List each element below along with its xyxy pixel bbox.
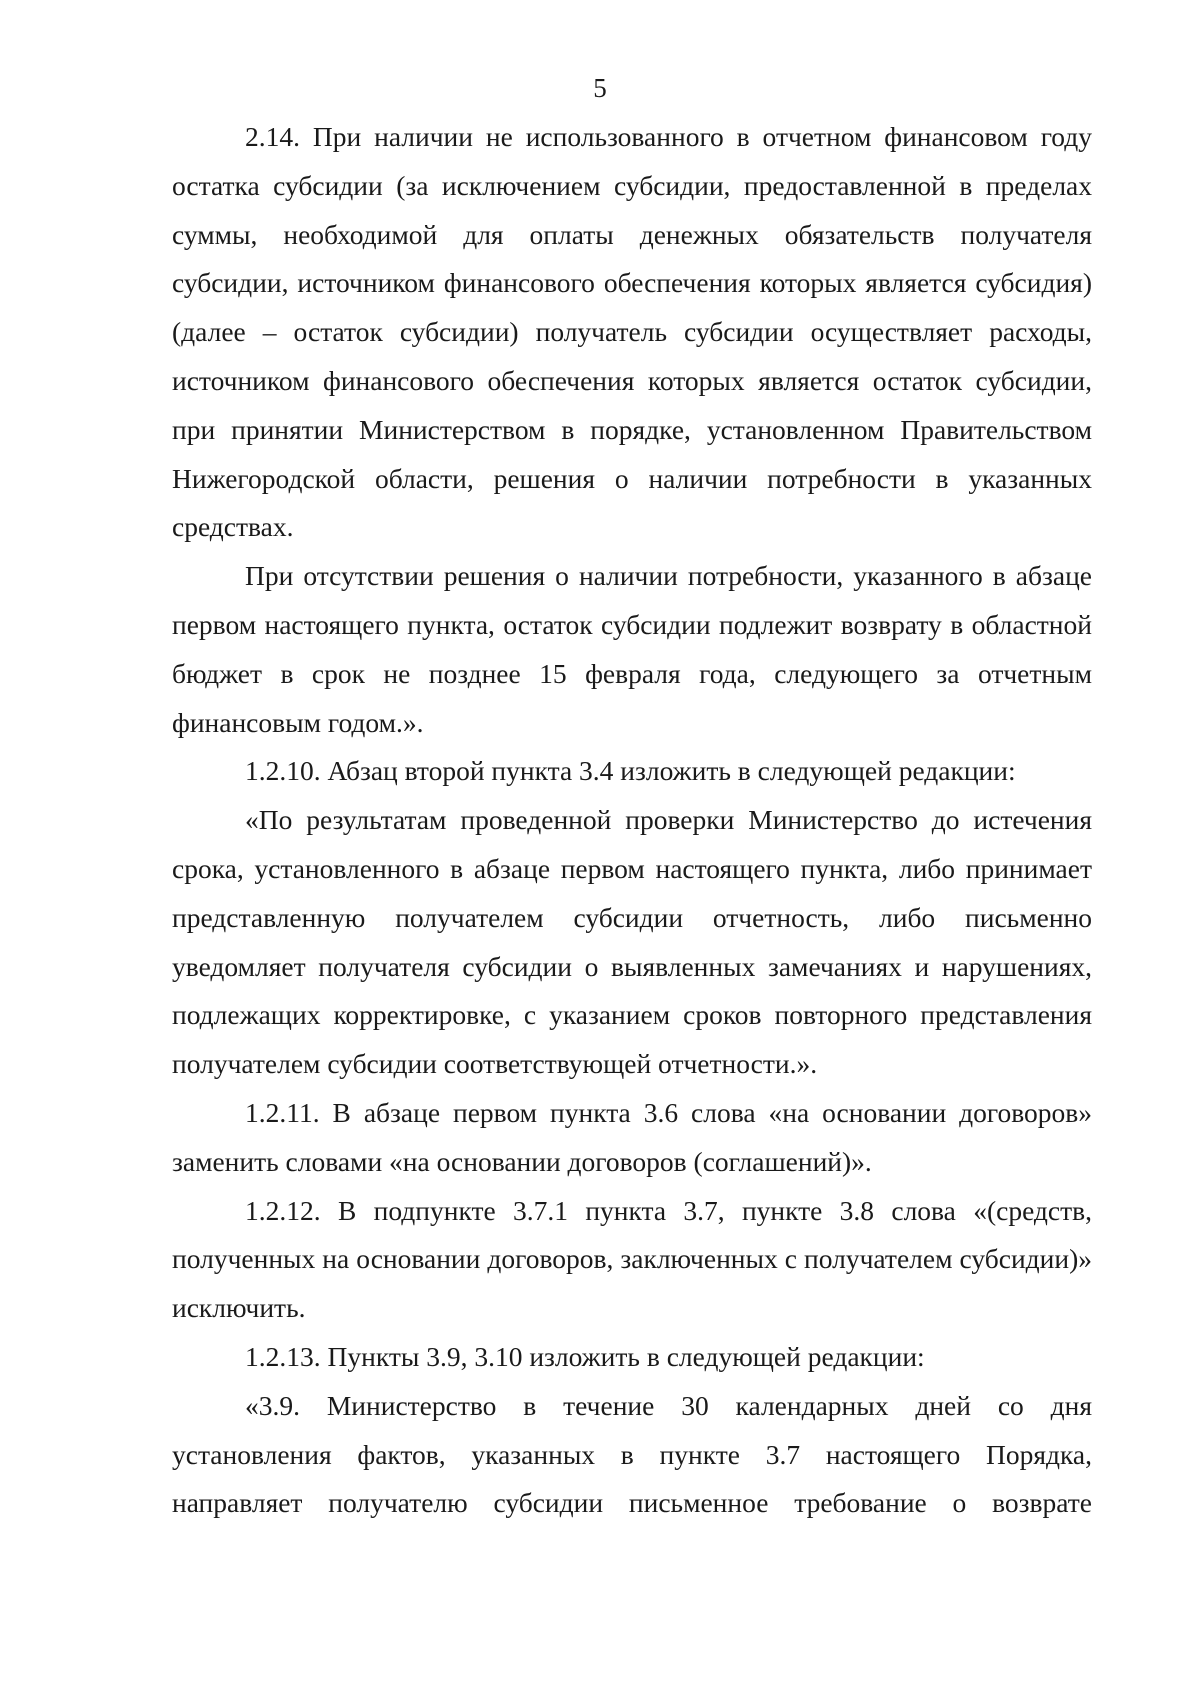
paragraph-1-2-12: 1.2.12. В подпункте 3.7.1 пункта 3.7, пункте 3.8 слова «(средств, полученных на основании договоров, заключенных с получателем субсидии)» исключить. [172, 1194, 1092, 1324]
paragraph-1-2-10: 1.2.10. Абзац второй пункта 3.4 изложить в следующей редакции: [245, 755, 1016, 787]
paragraph-quote-3-9: «3.9. Министерство в течение 30 календарных дней со дня установления фактов, указанных в пункте 3.7 настоящего Порядка, направляет получателю субсидии письменное требование о возврате [172, 1389, 1092, 1519]
paragraph-absence-of-decision: При отсутствии решения о наличии потребности, указанного в абзаце первом настоящего пункта, остаток субсидии подлежит возврату в областной бюджет в срок не позднее 15 февраля года, следующего за отчетным финансовым годом.». [172, 560, 1092, 738]
paragraph-2-14: 2.14. При наличии не использованного в отчетном финансовом году остатка субсидии (за исключением субсидии, предоставленной в пределах суммы, необходимой для оплаты денежных обязательств получателя субсидии, источником финансового обеспечения которых является субсидия) (далее – остаток субсидии) получатель субсидии осуществляет расходы, источником финансового обеспечения которых является остаток субсидии, при принятии Министерством в порядке, установленном Правительством Нижегородской области, решения о наличии потребности в указанных средствах. [172, 121, 1092, 543]
paragraph-1-2-11: 1.2.11. В абзаце первом пункта 3.6 слова «на основании договоров» заменить словами «на основании договоров (соглашений)». [172, 1096, 1092, 1177]
paragraph-quote-3-4: «По результатам проведенной проверки Министерство до истечения срока, установленного в абзаце первом настоящего пункта, либо принимает представленную получателем субсидии отчетность, либо письменно уведомляет получателя субсидии о выявленных замечаниях и нарушениях, подлежащих корректировке, с указанием сроков повторного представления получателем субсидии соответствующей отчетности.». [172, 804, 1092, 1080]
document-body [172, 113, 1092, 1528]
paragraph-1-2-13: 1.2.13. Пункты 3.9, 3.10 изложить в следующей редакции: [245, 1340, 925, 1372]
page-number: 5 [593, 73, 607, 103]
